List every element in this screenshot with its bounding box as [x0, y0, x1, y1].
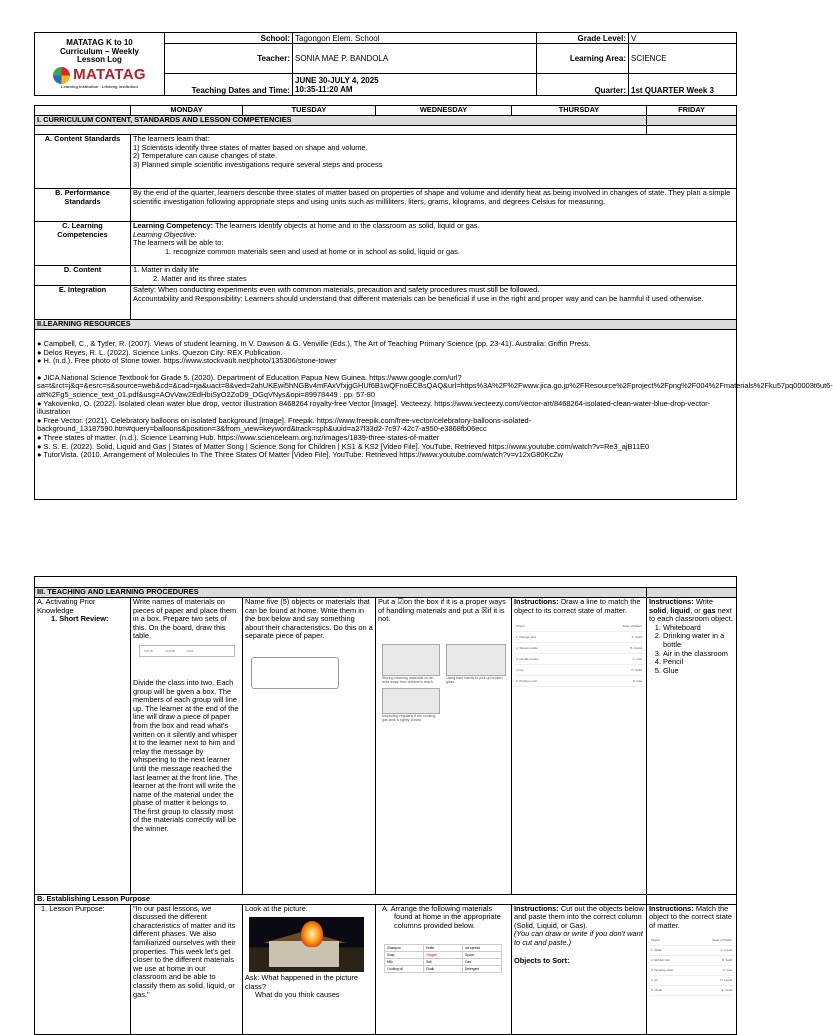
resource-item: ● Campbell, C., & Tytler, R. (2007). Views of student learning. In V. Dawson & G. Venville (Eds.), The Art of Teaching Primary Science (pp. 23-41). Australia: Griffin Press.: [37, 339, 591, 348]
resource-item: ● JICA National Science Textbook for Grade 5. (2020). Department of Education Papua New Guinea. https://www.google.com/url?sa=t&rct=j&q=&esrc=s&source=web&cd=&cad=rja&uact=8&ved=2ahUKEwi5hNGBv4mFAxVfxjgGHUf6B1wQFnoECBsQAQ&url=https%3A%2F%2Fwww.jica.go.jp%2FResource%2Fproject%2Fpng%2F004%2Fmaterials%2Fku57pq00003t6ut6-att%2Fg5_science_text_01.pdf&usg=AOvVaw2EdHbiSyO2ZoD9_DGqVNys&opi=89978449 . pp. 57-80: [37, 372, 833, 399]
content-standards-text: [131, 135, 737, 189]
fri-instr-label: Instructions:: [649, 597, 694, 606]
competency-label: Learning Competency:: [133, 221, 214, 230]
mon-game-instructions: Divide the class into two. Each group will be given a box. The members of each group will line up. The learner at the end of the line will draw a piece of paper from the box and read what's written on it silently and whisper it to the learner next to him and relay the message by whispering to the next learner until the message reached the last learner at the front line. The learner at the front will write the name of the material under the phase of matter it belongs to. The first group to classify most of the materials correctly will be the winner.: [133, 677, 239, 834]
curriculum-title: MATATAG K to 10 Curriculum – Weekly Lesson Log: [60, 38, 139, 65]
day-friday: FRIDAY: [647, 106, 737, 116]
match-state: B. Solid: [721, 958, 733, 963]
resources-list: [35, 330, 833, 500]
resource-item: ● H. (n.d.). Free photo of Stone tower. https://www.stockvault.net/photo/135306/stone-tower: [37, 356, 337, 366]
thu-instructions: Draw a line to match the object to its correct state of matter.: [514, 597, 641, 615]
resource-item: ● TutorVista. (2010. Arrangement of Molecules In The Three States Of Matter [Video File]. YouTube. Retrieved https://www.youtube.com/watch?v=v12xG80KcZw: [37, 450, 563, 460]
tue-ask-2: What do you think causes: [255, 990, 340, 1000]
list-item: 1. Whiteboard: [663, 624, 734, 633]
broken-glass-image: [446, 644, 506, 676]
resource-item: ● S. S. E. (2022). Solid, Liquid and Gas | States of Matter Song | Science Song for Children | KS1 & KS2 [Video File]. YouTube. Retrieved https://www.youtube.com/watch?v=Re3_ajB11E0: [37, 441, 650, 451]
activating-monday: [131, 598, 243, 895]
match-object: 5. Chalk: [651, 988, 663, 993]
resource-item: ● Three states of matter. (n.d.). Science Learning Hub. https://www.sciencelearn.org.nz/images/1839-three-states-of-matter: [37, 432, 440, 442]
content-label: D. Content: [35, 266, 131, 286]
table-col: SOLID: [144, 648, 154, 653]
day-header-blank: [35, 106, 131, 116]
learning-competencies-text: [131, 222, 737, 266]
grade-label: Grade Level:: [537, 33, 629, 44]
thu-instr-label: Instructions:: [514, 597, 559, 606]
establishing-purpose-heading: B. Establishing Lesson Purpose: [35, 895, 647, 905]
performance-standards-label: B. Performance Standards: [35, 189, 131, 222]
fri-pre: Write: [695, 597, 713, 606]
area-label: Learning Area:: [537, 44, 629, 74]
table-col: GAS: [187, 648, 194, 653]
content-standards-label: A. Content Standards: [35, 135, 131, 189]
quarter-label: Quarter:: [537, 74, 629, 96]
school-label: School:: [165, 33, 293, 44]
fri-post: next to each classroom object.: [649, 605, 733, 624]
wed-caption-1: Storing cleaning materials on an area away from children's reach: [382, 675, 434, 684]
lesson-plan-table: [34, 105, 833, 500]
list-item: 5. Glue: [663, 667, 734, 676]
content-line-2: 2. Matter and its three states: [153, 273, 247, 283]
list-item: 3. Air in the classroom: [663, 650, 734, 659]
wed-caption-2: Using bare hands to pick up broken glass: [446, 675, 503, 684]
fri-gas: gas: [702, 605, 716, 615]
establishing-friday: [647, 904, 737, 1034]
list-item: 2. Drinking water in a bottle: [663, 632, 734, 649]
lesson-purpose-label: 1. Lesson Purpose:: [41, 903, 105, 913]
content-text: [131, 266, 737, 286]
fire-icon: [301, 921, 323, 947]
competency-text: The learners identify objects at home and in the classroom as solid, liquid or gas.: [215, 221, 480, 230]
burning-house-image: [249, 917, 364, 972]
match-state: A. Liquid: [720, 948, 733, 953]
materials-grid: [384, 944, 502, 973]
dates-value: JUNE 30-JULY 4, 2025: [295, 75, 379, 85]
match-list: [514, 621, 644, 687]
tue-instructions: Name five (5) objects or materials that can be found at home. Write them in the box below and say something about their characteristics. Do this on a separate piece of paper.: [245, 597, 373, 641]
grid-cell: Spoon: [463, 952, 502, 959]
match-state: B. Liquid: [630, 646, 642, 651]
match-head: Object: [516, 624, 525, 629]
grid-cell: Kettle: [424, 945, 463, 952]
cs-line: 1) Scientists identify three states of matter based on shape and volume.: [133, 142, 368, 152]
match-state: E. Solid: [721, 988, 733, 993]
teacher-value: SONIA MAE P. BANDOLA: [293, 44, 537, 74]
fri2-instructions: Match the object to the correct state of matter.: [649, 903, 732, 930]
spacer-row-end: [647, 126, 737, 135]
match-list-2: [649, 936, 734, 996]
spacer-row: [35, 126, 647, 135]
answer-box: [251, 657, 339, 689]
match-object: 3. Drinking water: [651, 968, 674, 973]
teacher-label: Teacher:: [165, 44, 293, 74]
match-object: 1. Orange juice: [516, 635, 537, 640]
match-object: 5. Perfume mist: [516, 679, 538, 684]
activating-thursday: [512, 598, 647, 895]
classroom-object-list: [649, 624, 734, 676]
solid-liquid-gas-table: [139, 645, 235, 657]
table-col: LIQUID: [165, 648, 176, 653]
area-value: SCIENCE: [629, 44, 737, 74]
match-object: 4. Air: [651, 978, 658, 983]
match-state: C. Gas: [632, 657, 642, 662]
performance-standards-text: By the end of the quarter, learners describe three states of matter based on properties of shape and volume and identify heat as being involved in changes of state. They plan a simple scientific investigation following appropriate steps and using units such as milliliters, liters, grams, kilograms, and degrees Celsius for measuring.: [131, 189, 737, 222]
cs-line: 2) Temperature can cause changes of state.: [133, 151, 278, 161]
grid-cell: Gas: [463, 959, 502, 966]
match-state: E. Gas: [632, 679, 642, 684]
list-item: 4. Pencil: [663, 658, 734, 667]
match-head: State of Matter: [622, 624, 642, 629]
wed-instructions: Put a ☑on the box if it is a proper ways of handling materials and put a ☒if it is not.: [378, 597, 506, 624]
grid-cell: Shampoo: [385, 945, 424, 952]
quarter-value: 1st QUARTER Week 3: [629, 74, 737, 96]
section-procedures-blank: [647, 588, 737, 598]
section-curriculum-blank: [647, 116, 737, 126]
mon-instructions: Write names of materials on pieces of paper and place them in a box. Prepare two sets of this. On the board, draw this table.: [133, 597, 237, 641]
match-state: C. Gas: [722, 968, 733, 973]
objective-item: 1. recognize common materials seen and used at home or in school as solid, liquid or gas.: [165, 246, 460, 256]
match-object: 1. Water: [651, 948, 663, 953]
fri-or: or: [694, 605, 701, 615]
match-object: 4. Ice: [516, 668, 524, 673]
time-value: 10:35-11:20 AM: [295, 84, 353, 94]
activating-friday: Instructions: Write solid, liquid, or gas next to each classroom object. 1. Whiteboard 2. Drinking water in a bottle 3. Air in the classroom 4. Pencil 5. Glue: [647, 598, 737, 895]
procedures-top-spacer: [35, 577, 737, 588]
tue-look: Look at the picture.: [245, 903, 308, 913]
cs-line: 3) Planned simple scientific investigations require several steps and process: [133, 159, 383, 169]
match-object: 2. Wooden table: [516, 646, 538, 651]
thu2-note: (You can draw or write if you don't want to cut and paste.): [514, 929, 643, 947]
objects-to-sort: Objects to Sort:: [514, 955, 570, 965]
activating-label-cell: [35, 598, 131, 895]
establishing-wednesday: [376, 904, 512, 1034]
integration-line-2: Accountability and Responsibility: Learners should understand that different materials can be beneficial if use in the right and proper way and can be harmful if used otherwise.: [133, 293, 704, 303]
thu2-instr-label: Instructions:: [514, 903, 559, 913]
procedures-table: [34, 576, 737, 1035]
content-line-1: 1. Matter in daily life: [133, 265, 199, 274]
section-procedures-heading: III. TEACHING AND LEARNING PROCEDURES: [35, 588, 647, 598]
section-curriculum-heading: I. CURRICULUM CONTENT, STANDARDS AND LESSON COMPETENCIES: [35, 116, 647, 126]
integration-text: [131, 286, 737, 320]
matatag-logo: [37, 67, 162, 84]
resource-item: ● Free Vector. (2021). Celebratory balloons on isolated background [Image]. Freepik. https://www.freepik.com/free-vector/celebratory-balloons-isolated-background_13187590.htm#query=balloons&position=3&from_view=keyword&track=sph&uuid=a27f33d2-7c97-42c7-a950-e3868fb06ecc: [37, 415, 532, 434]
match-object: 3. Candle smoke: [516, 657, 539, 662]
day-monday: MONDAY: [131, 106, 243, 116]
cs-line: The learners learn that:: [133, 134, 210, 143]
thu2-instructions: Cut out the objects below and paste them into the correct column (Solid, Liquid, or Gas).: [514, 903, 644, 930]
fri-solid: solid: [649, 605, 667, 615]
fri2-instr-label: Instructions:: [649, 903, 694, 913]
integration-label: E. Integration: [35, 286, 131, 320]
grid-cell: Ice spread: [463, 945, 502, 952]
resource-item: ● Yakovenko, O. (2022). Isolated clean water blue drop, vector illustration 8468264 royalty-free Vector [Image]. Vecteezy. https://www.vecteezy.com/vector-art/8468264-isolated-clean-water-blue-drop-vector-illustration: [37, 398, 711, 417]
integration-line-1: Safety: When conducting experiments even with common materials, precaution and safety procedures must still be followed.: [133, 285, 540, 294]
day-wednesday: WEDNESDAY: [376, 106, 512, 116]
short-review-label: 1. Short Review:: [51, 614, 109, 624]
deped-seal-icon: [53, 67, 70, 84]
resource-item: ● Delos Reyes, R. L. (2022). Science Links. Quezon City: REX Publication.: [37, 347, 283, 357]
establishing-monday: "In our past lessons, we discussed the different characteristics of matter and its different phases. We also familiarized ourselves with their properties. This week let's get closer to the different materials we use at home in our classroom and be able to classify them as solid, liquid, or gas.": [131, 904, 243, 1034]
match-head: Object: [651, 938, 660, 943]
grid-cell: Detergent: [463, 966, 502, 973]
school-value: Tagongon Elem. School: [293, 33, 537, 44]
objective-label: Learning Objective:: [133, 229, 197, 239]
match-state: D. Solid: [631, 668, 642, 673]
grid-cell: Milk: [385, 959, 424, 966]
dates-cell: [293, 74, 537, 96]
logo-text: MATATAG: [73, 66, 146, 84]
lesson-purpose-label-cell: [35, 904, 131, 1034]
wed-caption-3: Inspecting regularly if the cooking gas tank is tightly closed.: [382, 714, 436, 723]
day-tuesday: TUESDAY: [243, 106, 376, 116]
activating-label: A. Activating Prior Knowledge: [37, 597, 96, 615]
activating-wednesday: [376, 598, 512, 895]
curriculum-cell: [35, 33, 165, 96]
cleaning-materials-image: [382, 644, 440, 676]
dates-label: Teaching Dates and Time:: [165, 74, 293, 96]
establishing-thursday: [512, 904, 647, 1034]
wed-arrange: A. Arrange the following materials found at home in the appropriate columns provided below.: [382, 903, 501, 930]
tue-ask: Ask: What happened in the picture class?: [245, 973, 358, 991]
grid-cell: Salt: [424, 959, 463, 966]
match-state: A. Solid: [631, 635, 642, 640]
grid-cell: Oxygen: [424, 952, 463, 959]
learning-competencies-label: C. Learning Competencies: [35, 222, 131, 266]
gas-tank-image: [382, 688, 440, 714]
grid-cell: Soap: [385, 952, 424, 959]
section-resources-heading: II.LEARNING RESOURCES: [35, 320, 737, 330]
logo-subtext: Learning Institution · Lifelong Institution: [61, 83, 138, 89]
match-head: State of Matter: [712, 938, 733, 943]
day-thursday: THURSDAY: [512, 106, 647, 116]
header-table: [34, 32, 737, 96]
grid-cell: Chalk: [424, 966, 463, 973]
match-object: 2. Rubber ball: [651, 958, 670, 963]
establishing-tuesday: [243, 904, 376, 1034]
grade-value: V: [629, 33, 737, 44]
fri-liquid: liquid: [670, 605, 691, 615]
activating-tuesday: [243, 598, 376, 895]
able-text: The learners will be able to:: [133, 238, 224, 248]
grid-cell: Cooking oil: [385, 966, 424, 973]
match-state: D. Liquid: [720, 978, 733, 983]
